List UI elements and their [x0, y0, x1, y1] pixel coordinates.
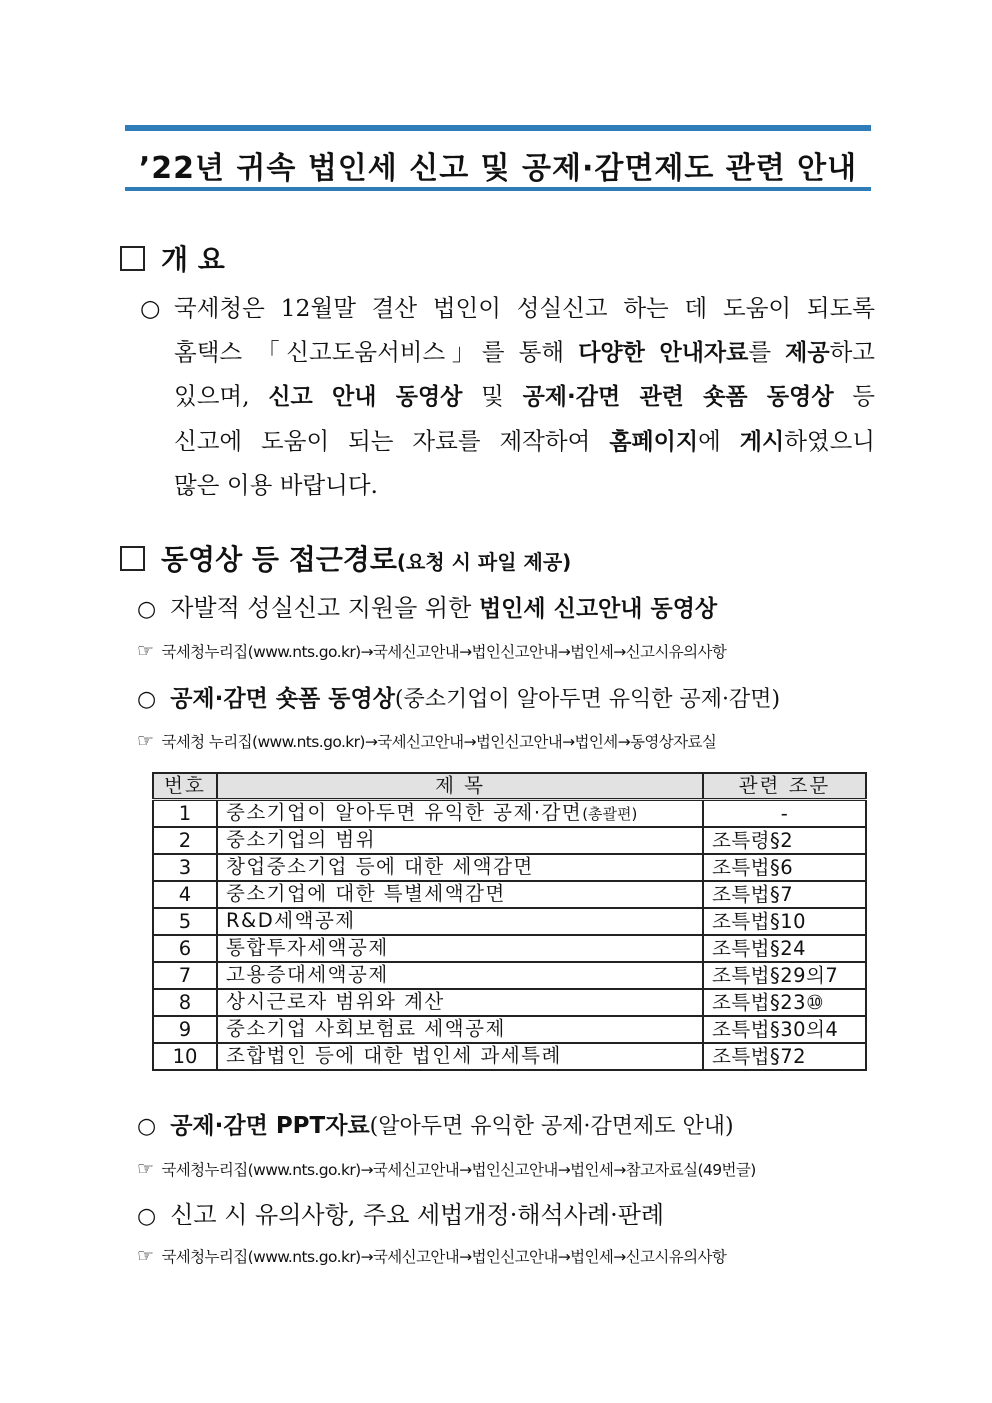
row-ref: 조특법§24 — [703, 935, 866, 962]
circle-bullet-icon: ○ — [137, 687, 157, 712]
table-row — [153, 1016, 866, 1043]
header-no: 번호 — [153, 773, 217, 800]
row-title-text: R&D세액공제 — [226, 909, 356, 932]
row-ref: 조특법§10 — [703, 908, 866, 935]
overview-heading — [120, 238, 225, 278]
row-title-text: 고용증대세액공제 — [226, 963, 389, 986]
header-title: 제 목 — [217, 773, 703, 800]
row-title-text: 중소기업 사회보험료 세액공제 — [226, 1017, 506, 1040]
overview-line-3 — [140, 375, 875, 420]
overview-line-4 — [140, 420, 875, 465]
row-no: 2 — [153, 827, 217, 854]
checkbox-square-icon — [120, 546, 145, 571]
text-run: 및 — [462, 382, 523, 410]
access-path-3 — [137, 1158, 756, 1180]
row-no: 8 — [153, 989, 217, 1016]
overview-line-2 — [140, 331, 875, 376]
text-run: 많은 이용 바랍니다. — [174, 471, 379, 499]
row-ref: 조특법§30의4 — [703, 1016, 866, 1043]
row-title-note: (총괄편) — [582, 805, 638, 823]
path-text: 국세청누리집(www.nts.go.kr)→국세신고안내→법인신고안내→법인세→참고자료실(49번글) — [161, 1161, 756, 1179]
access-path-2 — [137, 730, 716, 752]
table-row — [153, 854, 866, 881]
overview-heading-label: 개 요 — [161, 243, 225, 276]
text-run: 하고 — [829, 337, 875, 366]
bold-run: 다양한 안내자료 — [578, 339, 749, 366]
text-run: 등 — [833, 382, 875, 410]
row-title-text: 중소기업이 알아두면 유익한 공제·감면 — [226, 801, 583, 824]
table-row — [153, 989, 866, 1016]
row-title — [217, 962, 703, 989]
text-run: 신고에 도움이 되는 자료를 제작하여 — [174, 426, 610, 455]
row-no: 6 — [153, 935, 217, 962]
item-paren-text: (중소기업이 알아두면 유익한 공제·감면) — [394, 687, 781, 712]
table-row — [153, 935, 866, 962]
row-ref: 조특법§7 — [703, 881, 866, 908]
row-no: 5 — [153, 908, 217, 935]
row-title-text: 중소기업의 범위 — [226, 828, 377, 851]
row-title — [217, 827, 703, 854]
row-no: 3 — [153, 854, 217, 881]
row-title — [217, 800, 703, 828]
path-text: 국세청누리집(www.nts.go.kr)→국세신고안내→법인신고안내→법인세→신고시유의사항 — [161, 643, 727, 661]
table-row — [153, 881, 866, 908]
bold-run: 신고 안내 동영상 — [268, 384, 463, 410]
text-run: 있으며, — [174, 382, 269, 410]
row-title — [217, 908, 703, 935]
overview-line-5 — [140, 464, 875, 508]
row-title-text: 조합법인 등에 대한 법인세 과세특례 — [226, 1044, 562, 1067]
circle-bullet-icon: ○ — [140, 294, 161, 322]
row-no: 7 — [153, 962, 217, 989]
pointing-hand-icon: ☞ — [137, 730, 154, 752]
item-bold-text: 법인세 신고안내 동영상 — [478, 596, 718, 622]
row-ref: 조특법§72 — [703, 1043, 866, 1070]
path-text: 국세청누리집(www.nts.go.kr)→국세신고안내→법인신고안내→법인세→신고시유의사항 — [161, 1248, 727, 1266]
path-text: 국세청 누리집(www.nts.go.kr)→국세신고안내→법인신고안내→법인세→동영상자료실 — [161, 733, 717, 751]
row-title — [217, 881, 703, 908]
access-path-1 — [137, 640, 726, 662]
header-ref: 관련 조문 — [703, 773, 866, 800]
table-row — [153, 908, 866, 935]
bold-run: 게시 — [739, 428, 785, 455]
row-title — [217, 1043, 703, 1070]
title-bottom-rule — [125, 187, 871, 191]
row-title-text: 창업중소기업 등에 대한 세액감면 — [226, 855, 534, 878]
checkbox-square-icon — [120, 246, 145, 271]
table-header-row — [153, 773, 866, 800]
item-text: 신고 시 유의사항, 주요 세법개정·해석사례·판례 — [170, 1201, 665, 1229]
text-run: 를 — [748, 337, 786, 366]
access-item-1 — [137, 588, 717, 623]
item-bold-text: 공제·감면 PPT자료 — [170, 1113, 370, 1139]
title-top-rule — [125, 125, 871, 131]
text-run: 하였으니 — [784, 426, 876, 455]
access-item-2 — [137, 680, 780, 713]
row-title-text: 중소기업에 대한 특별세액감면 — [226, 882, 506, 905]
document-title: ’22년 귀속 법인세 신고 및 공제·감면제도 관련 안내 — [138, 151, 858, 186]
row-no: 1 — [153, 800, 217, 828]
row-title-text: 상시근로자 범위와 계산 — [226, 990, 445, 1013]
access-heading-note: (요청 시 파일 제공) — [396, 550, 572, 574]
circle-bullet-icon: ○ — [137, 1114, 157, 1139]
row-ref: 조특법§6 — [703, 854, 866, 881]
access-item-3 — [137, 1107, 734, 1140]
row-no: 10 — [153, 1043, 217, 1070]
row-title — [217, 854, 703, 881]
table-row — [153, 1043, 866, 1070]
table-row — [153, 800, 866, 828]
access-heading-label: 동영상 등 접근경로 — [161, 543, 397, 576]
table-row — [153, 962, 866, 989]
text-run: 국세청은 12월말 결산 법인이 성실신고 하는 데 도움이 되도록 — [174, 294, 875, 322]
text-run: 홈택스 「신고도움서비스」를 통해 — [174, 337, 579, 366]
access-heading — [120, 538, 571, 578]
row-no: 4 — [153, 881, 217, 908]
row-no: 9 — [153, 1016, 217, 1043]
bold-run: 홈페이지 — [609, 428, 699, 455]
video-list-table — [152, 772, 867, 1071]
row-title — [217, 989, 703, 1016]
row-title — [217, 1016, 703, 1043]
circle-bullet-icon: ○ — [137, 597, 157, 622]
access-item-4 — [137, 1195, 664, 1230]
item-bold-text: 공제·감면 숏폼 동영상 — [170, 686, 395, 712]
row-title — [217, 935, 703, 962]
document-title-box — [125, 125, 871, 191]
row-ref: 조특법§23⑩ — [703, 989, 866, 1016]
overview-line-1 — [140, 287, 875, 331]
row-ref: 조특법§29의7 — [703, 962, 866, 989]
text-run: 에 — [698, 426, 740, 455]
pointing-hand-icon: ☞ — [137, 1158, 154, 1180]
row-ref: - — [703, 800, 866, 828]
item-text: 자발적 성실신고 지원을 위한 — [170, 594, 479, 622]
circle-bullet-icon: ○ — [137, 1204, 157, 1229]
pointing-hand-icon: ☞ — [137, 640, 154, 662]
overview-paragraph — [140, 287, 875, 508]
item-paren-text: (알아두면 유익한 공제·감면제도 안내) — [369, 1114, 734, 1139]
table-row — [153, 827, 866, 854]
row-ref: 조특령§2 — [703, 827, 866, 854]
row-title-text: 통합투자세액공제 — [226, 936, 389, 959]
bold-run: 공제·감면 관련 숏폼 동영상 — [522, 384, 834, 410]
pointing-hand-icon: ☞ — [137, 1245, 154, 1267]
bold-run: 제공 — [785, 339, 830, 366]
access-path-4 — [137, 1245, 726, 1267]
